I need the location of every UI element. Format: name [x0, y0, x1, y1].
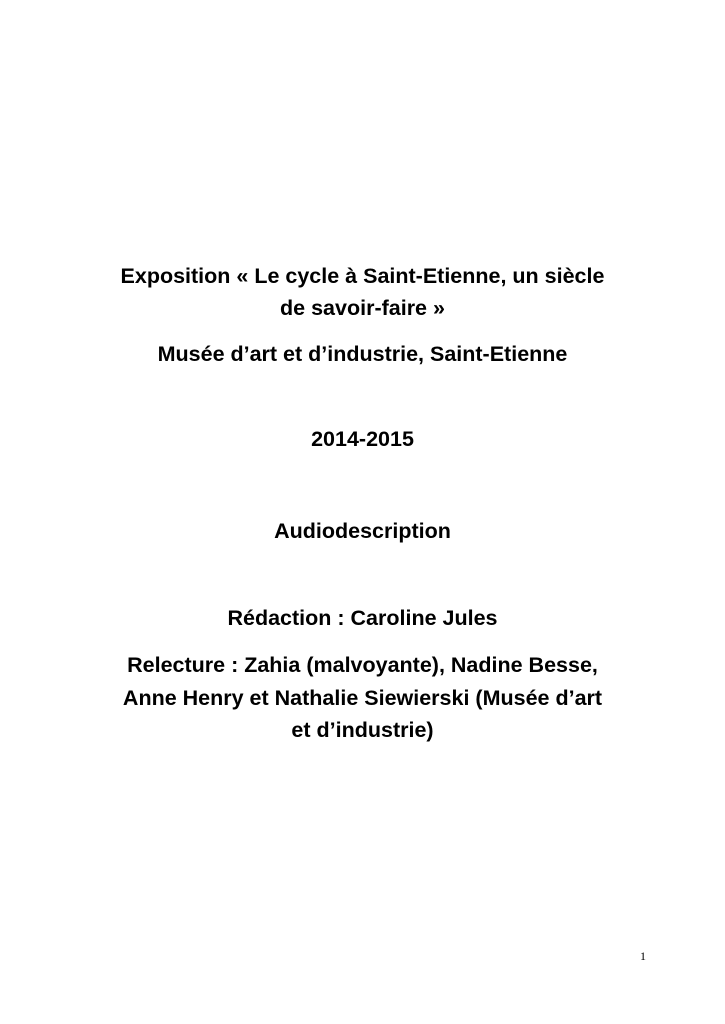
relecture-line-3: et d’industrie): [291, 718, 434, 742]
relecture-line-2: Anne Henry et Nathalie Siewierski (Musée d’art: [122, 686, 603, 710]
years: 2014-2015: [311, 427, 414, 451]
redaction-credit: Rédaction : Caroline Jules: [227, 606, 498, 630]
relecture-line-1: Relecture : Zahia (malvoyante), Nadine Besse,: [127, 653, 598, 677]
section-label: Audiodescription: [274, 519, 451, 543]
title-line-1: Exposition « Le cycle à Saint-Etienne, un siècle: [120, 264, 605, 288]
title-line-2: de savoir-faire »: [280, 296, 445, 320]
venue: Musée d’art et d’industrie, Saint-Etienne: [157, 342, 568, 366]
page-number: 1: [640, 949, 646, 963]
